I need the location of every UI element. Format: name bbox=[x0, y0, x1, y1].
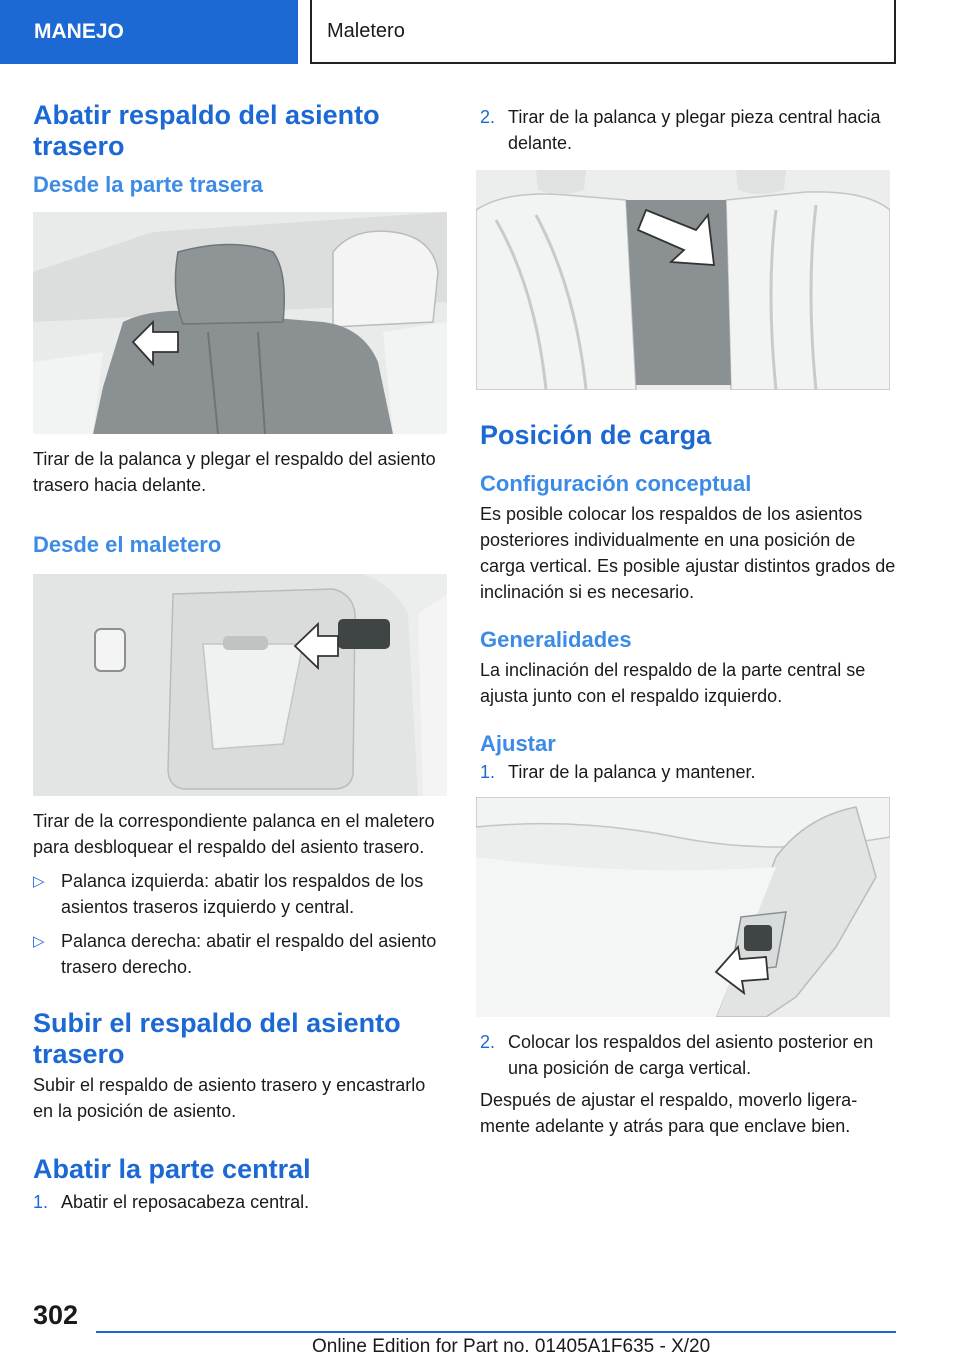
footer-divider bbox=[96, 1331, 896, 1333]
list-item bbox=[33, 928, 449, 980]
text-configuracion: Es posible colocar los respaldos de los asientos posteriores individualmente en una posición de carga vertical. Es posible ajustar distintos grados de inclinación si es necesario. bbox=[480, 504, 896, 602]
step-number: 2. bbox=[480, 107, 496, 127]
heading-posicion-carga: Posición de carga bbox=[480, 420, 712, 450]
right-column bbox=[480, 104, 900, 1139]
heading-subir-respaldo: Subir el respaldo del asiento trasero bbox=[33, 1008, 401, 1069]
bullet-glyph: ▷ bbox=[33, 933, 45, 950]
center-fold-illustration bbox=[476, 170, 890, 390]
page-number: 302 bbox=[33, 1300, 79, 1330]
heading-abatir-respaldo: Abatir respaldo del asiento trasero bbox=[33, 100, 380, 161]
list-item bbox=[480, 104, 900, 156]
step-number: 1. bbox=[480, 762, 496, 782]
lever-hold-illustration bbox=[476, 797, 890, 1017]
left-column bbox=[33, 100, 449, 1223]
seat-rear-illustration bbox=[33, 212, 447, 434]
bullet-text: Palanca izquierda: abatir los respaldos de los asientos traseros izquierdo y central. bbox=[61, 871, 424, 917]
heading-ajustar: Ajustar bbox=[480, 731, 556, 756]
step-number: 2. bbox=[480, 1032, 496, 1052]
heading-desde-trasera: Desde la parte trasera bbox=[33, 172, 263, 197]
list-item bbox=[480, 1029, 900, 1081]
heading-abatir-central: Abatir la parte central bbox=[33, 1154, 311, 1184]
figure-seat-rear bbox=[33, 212, 447, 434]
heading-configuracion: Configuración conceptual bbox=[480, 471, 752, 496]
text-final: Después de ajustar el respaldo, moverlo ligeramente adelante y atrás para que enclave bien. bbox=[480, 1090, 858, 1136]
text-desde-maletero: Tirar de la correspondiente palanca en el maletero para desbloquear el respaldo del asiento trasero. bbox=[33, 811, 435, 857]
text-subir-respaldo: Subir el respaldo de asiento trasero y encastrarlo en la posición de asiento. bbox=[33, 1075, 426, 1121]
chapter-label: Maletero bbox=[327, 19, 405, 42]
ajustar-steps-list bbox=[480, 759, 900, 785]
footer-edition: Online Edition for Part no. 01405A1F635 - X/20 bbox=[312, 1336, 711, 1357]
step-text: Abatir el reposacabeza central. bbox=[61, 1192, 310, 1212]
lever-bullet-list bbox=[33, 868, 449, 980]
bullet-glyph: ▷ bbox=[33, 873, 45, 890]
section-tab bbox=[0, 0, 298, 64]
heading-desde-maletero: Desde el maletero bbox=[33, 532, 222, 557]
central-steps-list-2 bbox=[480, 104, 900, 156]
step-text: Colocar los respaldos del asiento posterior en una posición de carga vertical. bbox=[508, 1032, 874, 1078]
figure-lever-hold bbox=[476, 797, 890, 1017]
ajustar-steps-list-2 bbox=[480, 1029, 900, 1081]
step-text: Tirar de la palanca y plegar pieza central hacia delante. bbox=[508, 107, 881, 153]
list-item bbox=[33, 1189, 449, 1215]
text-desde-trasera: Tirar de la palanca y plegar el respaldo del asiento trasero hacia delante. bbox=[33, 449, 436, 495]
heading-generalidades: Generalidades bbox=[480, 627, 632, 652]
text-generalidades: La inclinación del respaldo de la parte central se ajusta junto con el respaldo izquierdo. bbox=[480, 660, 866, 706]
central-steps-list bbox=[33, 1189, 449, 1215]
list-item bbox=[480, 759, 900, 785]
figure-trunk-levers bbox=[33, 574, 447, 796]
list-item bbox=[33, 868, 449, 920]
figure-center-fold bbox=[476, 170, 890, 390]
bullet-text: Palanca derecha: abatir el respaldo del asiento trasero derecho. bbox=[61, 931, 437, 977]
trunk-levers-illustration bbox=[33, 574, 447, 796]
step-number: 1. bbox=[33, 1192, 49, 1212]
section-label: MANEJO bbox=[34, 20, 124, 43]
chapter-header bbox=[310, 0, 896, 64]
step-text: Tirar de la palanca y mantener. bbox=[508, 762, 756, 782]
